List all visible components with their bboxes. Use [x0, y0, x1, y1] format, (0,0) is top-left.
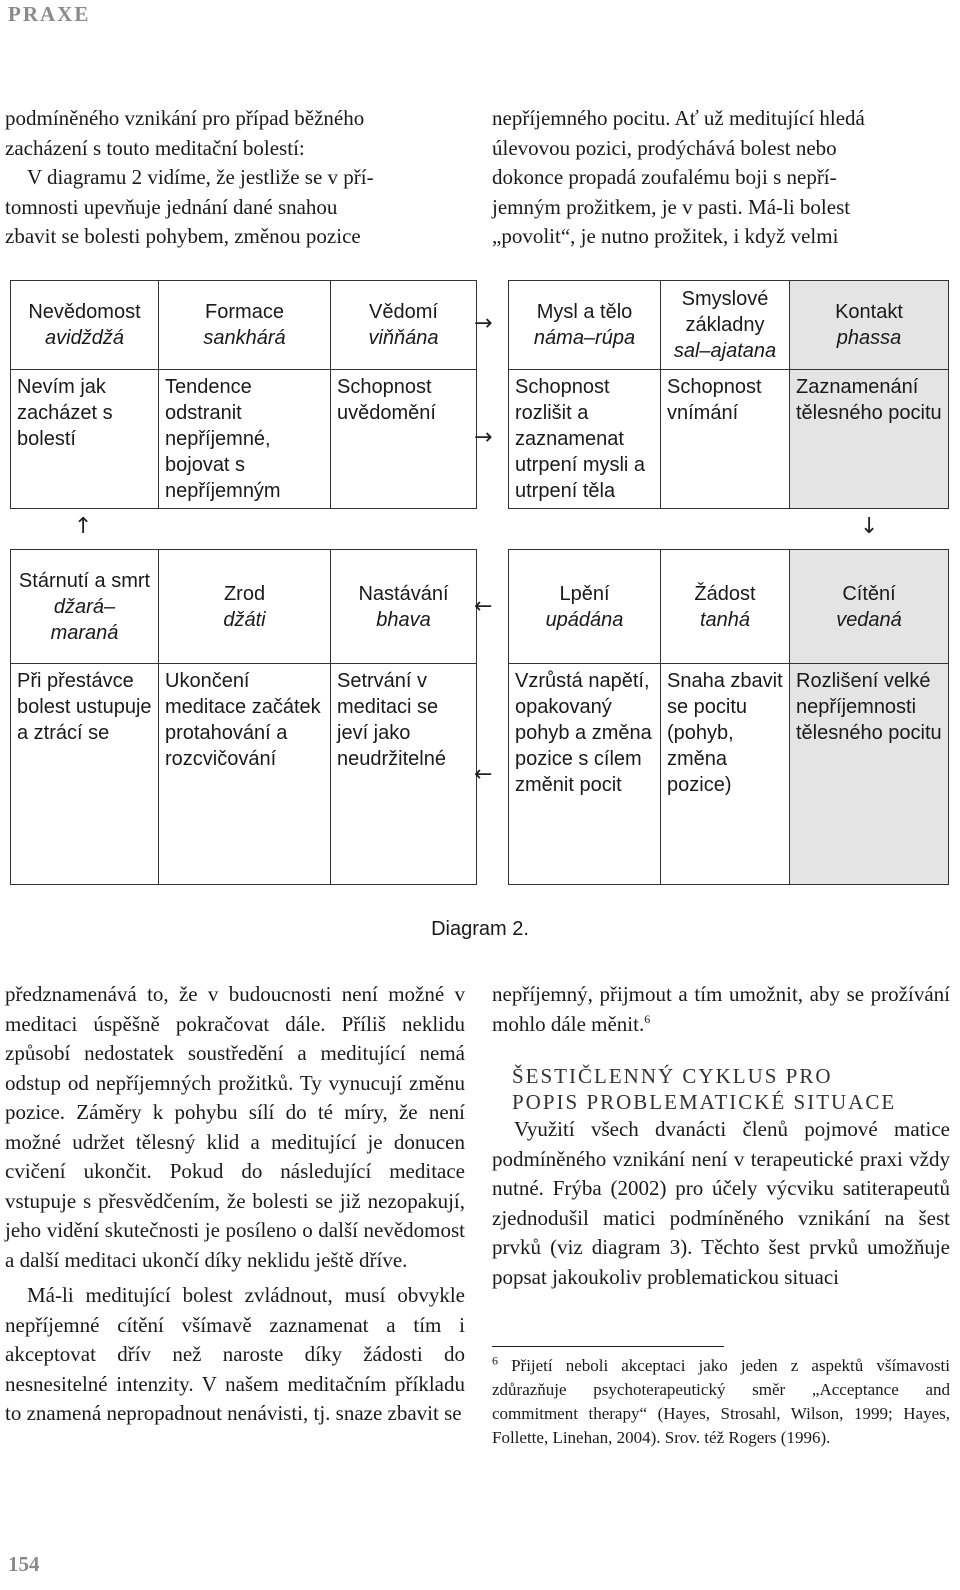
cell-name: Formace: [205, 301, 284, 323]
footnote: [492, 1354, 950, 1450]
footnote-ref: 6: [644, 1011, 651, 1026]
diagram-cell-header: [330, 549, 477, 664]
diagram-cell-desc: Snaha zbavit se pocitu (pohyb, změna pozice): [660, 663, 790, 885]
cell-name: Smyslové základny: [681, 288, 769, 336]
cell-term: phassa: [836, 327, 902, 349]
paragraph: Má-li meditující bolest zvládnout, musí obvykle nepříjemné cítění všímavě zaznamenat a tím i akceptovat dřív než naroste díky žádosti do nesnesitelné intenzity. V našem meditačním příkladu to znamená nepropadnout nenávisti, tj. snaze zbavit se: [5, 1283, 465, 1425]
arrow-left-icon: ←: [474, 762, 493, 787]
cell-name: Zrod: [223, 582, 266, 605]
cell-name: Nevědomost: [28, 301, 141, 323]
cell-name: Stárnutí a smrt: [18, 569, 151, 592]
cell-name: Cítění: [842, 582, 896, 605]
diagram-cell-desc: Nevím jak zacházet s bolestí: [10, 369, 159, 509]
top-left-column: [5, 104, 463, 252]
section-title-line: ŠESTIČLENNÝ CYKLUS PRO: [512, 1064, 833, 1088]
cell-term: viňňána: [368, 327, 439, 349]
diagram-cell-header: [660, 549, 790, 664]
cell-term: vedaná: [836, 608, 902, 631]
diagram-cell-desc: Rozlišení velké nepříjemnosti tělesného pocitu: [789, 663, 949, 885]
diagram-cell-header: [789, 280, 949, 370]
diagram-cell-header: [10, 280, 159, 370]
arrow-left-icon: ←: [474, 594, 493, 619]
diagram-cell-header: [508, 549, 661, 664]
diagram-cell-header: [789, 549, 949, 664]
text-line: V diagramu 2 vidíme, že jestliže se v pří-: [27, 165, 374, 189]
section-title: [512, 1063, 950, 1115]
diagram-cell-header: [508, 280, 661, 370]
cell-name: Žádost: [694, 582, 756, 605]
cell-name: Kontakt: [835, 301, 903, 323]
cell-term: bhava: [376, 608, 431, 631]
arrow-right-icon: →: [474, 311, 493, 336]
diagram-cell-header: [158, 280, 331, 370]
bottom-right-column: [492, 980, 950, 1292]
section-title-line: POPIS PROBLEMATICKÉ SITUACE: [512, 1090, 897, 1114]
text-line: podmíněného vznikání pro případ běžného: [5, 106, 365, 130]
diagram-cell-header: [158, 549, 331, 664]
text-line: nepříjemného pocitu. Ať už meditující hledá: [492, 106, 865, 130]
paragraph: Využití všech dvanácti členů pojmové matice podmíněného vznikání není v terapeutické praxi vždy nutné. Frýba (2002) pro účely výcviku satiterapeutů zjednodušil matici podmíněného vznikání na šest prvků (viz diagram 3). Těchto šest prvků umožňuje popsat jakoukoliv problematickou situaci: [492, 1117, 950, 1289]
diagram-cell-desc: Tendence odstranit nepříjemné, bojovat s nepříjemným: [158, 369, 331, 509]
diagram-cell-desc: Schopnost uvědomění: [330, 369, 477, 509]
diagram-cell-desc: Zaznamenání tělesného pocitu: [789, 369, 949, 509]
text-line: zbavit se bolesti pohybem, změnou pozice: [5, 224, 361, 248]
cell-term: tanhá: [699, 608, 751, 631]
diagram-caption: Diagram 2.: [431, 918, 529, 940]
footnote-number: 6: [492, 1353, 498, 1368]
cell-term: sankhárá: [203, 327, 286, 349]
cell-term: džará–maraná: [50, 595, 119, 644]
paragraph-text: nepříjemný, přijmout a tím umožnit, aby se prožívání mohlo dále měnit.: [492, 982, 950, 1036]
cell-name: Nastávání: [358, 582, 449, 605]
section-header: PRAXE: [8, 2, 91, 26]
cell-term: upádána: [545, 608, 624, 631]
diagram-cell-header: [660, 280, 790, 370]
page-number: 154: [8, 1552, 40, 1576]
top-right-column: [492, 104, 950, 252]
text-line: jemným prožitkem, je v pasti. Má-li bolest: [492, 194, 851, 219]
cell-term: náma–rúpa: [533, 327, 636, 349]
arrow-up-icon: ↑: [74, 514, 93, 539]
cell-term: avidždžá: [45, 327, 124, 349]
text-line: „povolit“, je nutno prožitek, i když velmi: [492, 224, 839, 248]
diagram-cell-desc: Ukončení meditace začátek protahování a rozcvičování: [158, 663, 331, 885]
diagram-cell-desc: Schopnost vnímání: [660, 369, 790, 509]
cell-name: Lpění: [559, 582, 610, 605]
cell-term: džáti: [223, 608, 266, 631]
arrow-down-icon: ↓: [860, 514, 879, 539]
paragraph: předznamenává to, že v budoucnosti není možné v meditaci úspěšně pokračovat dále. Příliš neklidu způsobí nedostatek soustředění a meditující nemá odstup od nepříjemných prožitků. Ty vynucují změnu pozice. Záměry k pohybu sílí do té míry, že není možné udržet tělesný klid a meditující je donucen cvičení ukončit. Pokud do následující meditace vstupuje s přesvědčením, že bolesti se již nezopakují, jeho vidění skutečnosti je posíleno o další nevědomost a další meditaci ukončí díky neklidu ještě dříve.: [5, 982, 465, 1272]
text-line: dokonce propadá zoufalému boji s nepří-: [492, 165, 837, 189]
diagram-cell-desc: Vzrůstá napětí, opakovaný pohyb a změna pozice s cílem změnit pocit: [508, 663, 661, 885]
diagram-cell-desc: Schopnost rozlišit a zaznamenat utrpení mysli a utrpení těla: [508, 369, 661, 509]
diagram-cell-header: [330, 280, 477, 370]
diagram-cell-desc: Při přestávce bolest ustupuje a ztrácí se: [10, 663, 159, 885]
footnote-divider: [492, 1346, 724, 1347]
cell-name: Mysl a tělo: [536, 301, 633, 323]
cell-term: sal–ajatana: [673, 340, 777, 362]
text-line: tomnosti upevňuje jednání dané snahou: [5, 194, 338, 219]
cell-name: Vědomí: [369, 301, 438, 323]
diagram-cell-header: [10, 549, 159, 664]
bottom-left-column: [5, 980, 465, 1429]
arrow-right-icon: →: [474, 425, 493, 450]
paragraph: [492, 980, 950, 1039]
footnote-text: Přijetí neboli akceptaci jako jeden z aspektů všímavosti zdůrazňuje psychoterapeutický směr „Acceptance and commitment therapy“ (Hayes, Strosahl, Wilson, 1999; Hayes, Follette, Linehan, 2004). Srov. též Rogers (1996).: [492, 1356, 951, 1447]
text-line: zacházení s touto meditační bolestí:: [5, 135, 305, 160]
diagram-cell-desc: Setrvání v meditaci se jeví jako neudržitelné: [330, 663, 477, 885]
text-line: úlevovou pozici, prodýchává bolest nebo: [492, 135, 837, 160]
